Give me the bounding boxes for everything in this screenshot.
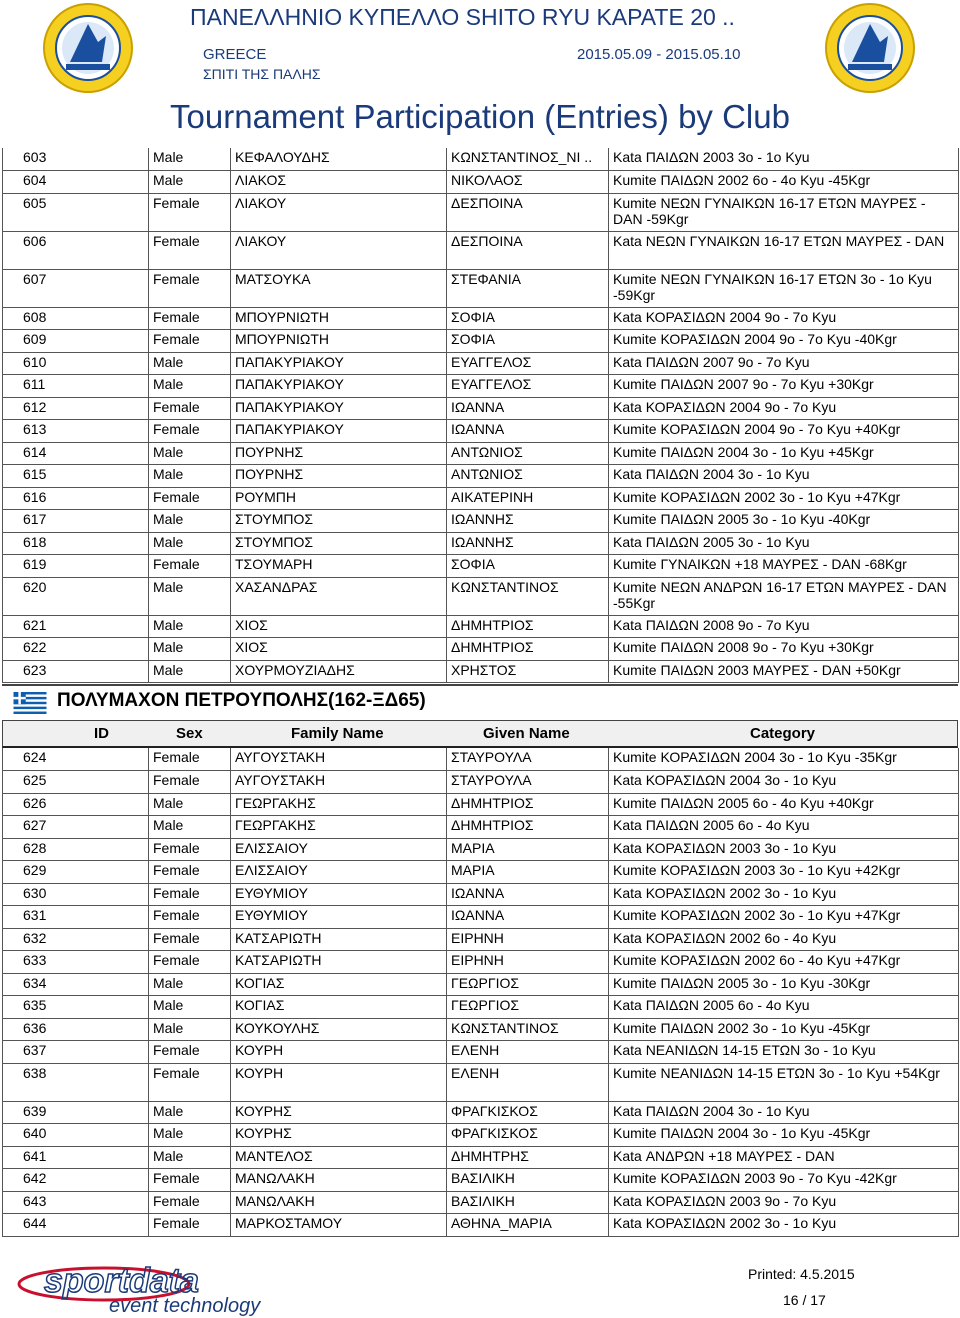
entry-family-name: ΚΟΥΡΗΣ [231, 1101, 447, 1124]
entry-given-name: ΔΗΜΗΤΡΗΣ [447, 1146, 609, 1169]
entry-given-name: ΦΡΑΓΚΙΣΚΟΣ [447, 1101, 609, 1124]
entry-family-name: ΕΛΙΣΣΑΙΟΥ [231, 838, 447, 861]
entry-family-name: ΑΥΓΟΥΣΤΑΚΗ [231, 771, 447, 794]
entry-category: Kumite ΚΟΡΑΣΙΔΩΝ 2002 3ο - 1ο Kyu +47Kgr [609, 487, 959, 510]
entry-given-name: ΚΩΝΣΤΑΝΤΙΝΟΣ [447, 577, 609, 615]
entry-category: Kata ΚΟΡΑΣΙΔΩΝ 2002 6ο - 4ο Kyu [609, 928, 959, 951]
entry-given-name: ΧΡΗΣΤΟΣ [447, 660, 609, 683]
entry-id: 630 [3, 883, 149, 906]
entry-sex: Female [149, 838, 231, 861]
entry-given-name: ΚΩΝΣΤΑΝΤΙΝΟΣ_ΝΙ .. [447, 148, 609, 171]
entry-sex: Female [149, 906, 231, 929]
entry-family-name: ΚΑΤΣΑΡΙΩΤΗ [231, 928, 447, 951]
entry-category: Kumite ΝΕΩΝ ΓΥΝΑΙΚΩΝ 16-17 ΕΤΩΝ ΜΑΥΡΕΣ - DAN -59Kgr [609, 193, 959, 231]
entry-sex: Female [149, 1041, 231, 1064]
entry-category: Kata ΚΟΡΑΣΙΔΩΝ 2004 3ο - 1ο Kyu [609, 771, 959, 794]
page-title: Tournament Participation (Entries) by Club [170, 98, 790, 135]
table-row [3, 269, 959, 307]
entry-id: 631 [3, 906, 149, 929]
entry-id: 637 [3, 1041, 149, 1064]
entry-id: 614 [3, 442, 149, 465]
entry-id: 628 [3, 838, 149, 861]
entry-sex: Male [149, 171, 231, 194]
entry-given-name: ΙΩΑΝΝΑ [447, 397, 609, 420]
entry-given-name: ΚΩΝΣΤΑΝΤΙΝΟΣ [447, 1018, 609, 1041]
entry-category: Kata ΚΟΡΑΣΙΔΩΝ 2003 9ο - 7ο Kyu [609, 1191, 959, 1214]
table-row [3, 465, 959, 488]
entry-id: 608 [3, 307, 149, 330]
table-row [3, 352, 959, 375]
entry-given-name: ΙΩΑΝΝΑ [447, 883, 609, 906]
entry-category: Kumite ΚΟΡΑΣΙΔΩΝ 2003 9ο - 7ο Kyu -42Kgr [609, 1169, 959, 1192]
entry-given-name: ΙΩΑΝΝΑ [447, 420, 609, 443]
entry-sex: Female [149, 883, 231, 906]
entry-given-name: ΕΙΡΗΝΗ [447, 951, 609, 974]
entry-family-name: ΜΠΟΥΡΝΙΩΤΗ [231, 330, 447, 353]
entry-sex: Female [149, 1191, 231, 1214]
entry-given-name: ΒΑΣΙΛΙΚΗ [447, 1191, 609, 1214]
entry-family-name: ΕΥΘΥΜΙΟΥ [231, 906, 447, 929]
entry-family-name: ΛΙΑΚΟΥ [231, 231, 447, 269]
entry-sex: Male [149, 1124, 231, 1147]
entry-id: 618 [3, 532, 149, 555]
entry-family-name: ΜΑΤΣΟΥΚΑ [231, 269, 447, 307]
entry-category: Kata ΚΟΡΑΣΙΔΩΝ 2002 3ο - 1ο Kyu [609, 1214, 959, 1237]
entry-sex: Male [149, 660, 231, 683]
entry-category: Kumite ΠΑΙΔΩΝ 2002 6ο - 4ο Kyu -45Kgr [609, 171, 959, 194]
entry-given-name: ΜΑΡΙΑ [447, 838, 609, 861]
entry-id: 613 [3, 420, 149, 443]
entry-family-name: ΠΑΠΑΚΥΡΙΑΚΟΥ [231, 420, 447, 443]
table-row [3, 1063, 959, 1101]
table-row [3, 487, 959, 510]
entry-given-name: ΑΘΗΝΑ_ΜΑΡΙΑ [447, 1214, 609, 1237]
table-row [3, 330, 959, 353]
entry-id: 607 [3, 269, 149, 307]
greek-flag-icon [10, 692, 50, 714]
entry-sex: Male [149, 1146, 231, 1169]
entry-given-name: ΕΙΡΗΝΗ [447, 928, 609, 951]
entry-category: Kata ΠΑΙΔΩΝ 2004 3ο - 1ο Kyu [609, 1101, 959, 1124]
entry-given-name: ΔΕΣΠΟΙΝΑ [447, 193, 609, 231]
entry-category: Kumite ΠΑΙΔΩΝ 2004 3ο - 1ο Kyu +45Kgr [609, 442, 959, 465]
entry-id: 629 [3, 861, 149, 884]
event-country: GREECE [203, 46, 267, 63]
entry-sex: Female [149, 771, 231, 794]
entry-category: Kumite ΠΑΙΔΩΝ 2007 9ο - 7ο Kyu +30Kgr [609, 375, 959, 398]
entry-sex: Male [149, 577, 231, 615]
sportdata-logo [14, 1262, 344, 1318]
entry-family-name: ΛΙΑΚΟΣ [231, 171, 447, 194]
entry-given-name: ΣΟΦΙΑ [447, 330, 609, 353]
entry-family-name: ΛΙΑΚΟΥ [231, 193, 447, 231]
entry-category: Kumite ΠΑΙΔΩΝ 2005 3ο - 1ο Kyu -30Kgr [609, 973, 959, 996]
entry-given-name: ΔΗΜΗΤΡΙΟΣ [447, 793, 609, 816]
entry-family-name: ΚΟΥΡΗΣ [231, 1124, 447, 1147]
entry-category: Kumite ΠΑΙΔΩΝ 2004 3ο - 1ο Kyu -45Kgr [609, 1124, 959, 1147]
entry-id: 627 [3, 816, 149, 839]
col-sex-header: Sex [176, 725, 203, 742]
table-row [3, 861, 959, 884]
entry-family-name: ΠΑΠΑΚΥΡΙΑΚΟΥ [231, 375, 447, 398]
entry-id: 638 [3, 1063, 149, 1101]
entry-id: 636 [3, 1018, 149, 1041]
entry-family-name: ΧΟΥΡΜΟΥΖΙΑΔΗΣ [231, 660, 447, 683]
entry-family-name: ΠΟΥΡΝΗΣ [231, 442, 447, 465]
club-header [2, 684, 958, 720]
entry-sex: Male [149, 532, 231, 555]
entry-id: 611 [3, 375, 149, 398]
table-row [3, 1041, 959, 1064]
table-row [3, 771, 959, 794]
entry-sex: Female [149, 861, 231, 884]
entry-given-name: ΕΥΑΓΓΕΛΟΣ [447, 375, 609, 398]
entry-sex: Female [149, 555, 231, 578]
entry-sex: Female [149, 231, 231, 269]
entry-family-name: ΕΥΘΥΜΙΟΥ [231, 883, 447, 906]
entry-id: 622 [3, 638, 149, 661]
table-row [3, 638, 959, 661]
table-row [3, 420, 959, 443]
entry-id: 639 [3, 1101, 149, 1124]
entry-id: 633 [3, 951, 149, 974]
entry-given-name: ΔΕΣΠΟΙΝΑ [447, 231, 609, 269]
event-venue: ΣΠΙΤΙ ΤΗΣ ΠΑΛΗΣ [203, 66, 321, 82]
entry-given-name: ΑΝΤΩΝΙΟΣ [447, 465, 609, 488]
table-row [3, 906, 959, 929]
table-row [3, 793, 959, 816]
entry-sex: Female [149, 951, 231, 974]
entry-sex: Male [149, 996, 231, 1019]
entry-sex: Female [149, 487, 231, 510]
entry-id: 603 [3, 148, 149, 171]
event-title: ΠΑΝΕΛΛΗΝΙΟ ΚΥΠΕΛΛΟ SHITO RYU ΚΑΡΑΤΕ 20 .. [190, 4, 735, 30]
federation-logo-right [822, 2, 918, 94]
entry-id: 635 [3, 996, 149, 1019]
entry-sex: Female [149, 928, 231, 951]
table-row [3, 375, 959, 398]
entry-given-name: ΔΗΜΗΤΡΙΟΣ [447, 615, 609, 638]
entry-id: 640 [3, 1124, 149, 1147]
sportdata-logo-text: sportdata [44, 1262, 199, 1300]
entry-category: Kata ΝΕΑΝΙΔΩΝ 14-15 ΕΤΩΝ 3ο - 1ο Kyu [609, 1041, 959, 1064]
entry-sex: Male [149, 638, 231, 661]
entry-family-name: ΜΑΡΚΟΣΤΑΜΟΥ [231, 1214, 447, 1237]
entry-category: Kumite ΚΟΡΑΣΙΔΩΝ 2002 6ο - 4ο Kyu +47Kgr [609, 951, 959, 974]
entry-family-name: ΧΙΟΣ [231, 638, 447, 661]
entry-family-name: ΚΟΓΙΑΣ [231, 996, 447, 1019]
entry-family-name: ΠΑΠΑΚΥΡΙΑΚΟΥ [231, 397, 447, 420]
club-name: ΠΟΛΥΜΑΧΟΝ ΠΕΤΡΟΥΠΟΛΗΣ(162-ΞΔ65) [57, 690, 426, 711]
entry-given-name: ΙΩΑΝΝΑ [447, 906, 609, 929]
entry-sex: Female [149, 420, 231, 443]
entry-id: 625 [3, 771, 149, 794]
entry-id: 604 [3, 171, 149, 194]
entry-category: Kumite ΠΑΙΔΩΝ 2008 9ο - 7ο Kyu +30Kgr [609, 638, 959, 661]
entry-given-name: ΔΗΜΗΤΡΙΟΣ [447, 816, 609, 839]
entry-category: Kumite ΚΟΡΑΣΙΔΩΝ 2003 3ο - 1ο Kyu +42Kgr [609, 861, 959, 884]
table-row [3, 1169, 959, 1192]
entry-sex: Male [149, 615, 231, 638]
col-category-header: Category [750, 725, 816, 742]
entry-id: 634 [3, 973, 149, 996]
entry-category: Kumite ΠΑΙΔΩΝ 2003 ΜΑΥΡΕΣ - DAN +50Kgr [609, 660, 959, 683]
entry-given-name: ΑΙΚΑΤΕΡΙΝΗ [447, 487, 609, 510]
event-dates: 2015.05.09 - 2015.05.10 [577, 46, 741, 63]
table-row [3, 397, 959, 420]
entry-family-name: ΚΟΥΚΟΥΛΗΣ [231, 1018, 447, 1041]
entry-category: Kumite ΠΑΙΔΩΝ 2005 3ο - 1ο Kyu -40Kgr [609, 510, 959, 533]
entry-category: Kata ΠΑΙΔΩΝ 2007 9ο - 7ο Kyu [609, 352, 959, 375]
entry-sex: Female [149, 269, 231, 307]
entry-sex: Male [149, 1018, 231, 1041]
table-row [3, 748, 959, 771]
table-row [3, 973, 959, 996]
table-row [3, 996, 959, 1019]
entry-category: Kata ΠΑΙΔΩΝ 2005 6ο - 4ο Kyu [609, 816, 959, 839]
entry-category: Kata ΑΝΔΡΩΝ +18 ΜΑΥΡΕΣ - DAN [609, 1146, 959, 1169]
table-row [3, 928, 959, 951]
col-family-header: Family Name [291, 725, 384, 742]
entry-category: Kata ΚΟΡΑΣΙΔΩΝ 2004 9ο - 7ο Kyu [609, 397, 959, 420]
table-row [3, 231, 959, 269]
entry-category: Kumite ΠΑΙΔΩΝ 2005 6ο - 4ο Kyu +40Kgr [609, 793, 959, 816]
entry-given-name: ΔΗΜΗΤΡΙΟΣ [447, 638, 609, 661]
table-row [3, 193, 959, 231]
table-row [3, 615, 959, 638]
table-row [3, 442, 959, 465]
entry-category: Kata ΠΑΙΔΩΝ 2005 6ο - 4ο Kyu [609, 996, 959, 1019]
table-row [3, 555, 959, 578]
table-row [3, 660, 959, 683]
entry-family-name: ΜΠΟΥΡΝΙΩΤΗ [231, 307, 447, 330]
entry-family-name: ΓΕΩΡΓΑΚΗΣ [231, 793, 447, 816]
entry-given-name: ΕΥΑΓΓΕΛΟΣ [447, 352, 609, 375]
entry-id: 621 [3, 615, 149, 638]
entry-sex: Female [149, 193, 231, 231]
column-headers [2, 720, 958, 748]
table-row [3, 510, 959, 533]
entry-category: Kumite ΚΟΡΑΣΙΔΩΝ 2004 9ο - 7ο Kyu -40Kgr [609, 330, 959, 353]
entry-category: Kata ΠΑΙΔΩΝ 2008 9ο - 7ο Kyu [609, 615, 959, 638]
entry-id: 606 [3, 231, 149, 269]
entry-family-name: ΣΤΟΥΜΠΟΣ [231, 510, 447, 533]
entry-id: 643 [3, 1191, 149, 1214]
entry-sex: Female [149, 1214, 231, 1237]
entry-category: Kumite ΚΟΡΑΣΙΔΩΝ 2004 3ο - 1ο Kyu -35Kgr [609, 748, 959, 771]
entry-family-name: ΡΟΥΜΠΗ [231, 487, 447, 510]
entry-given-name: ΣΟΦΙΑ [447, 555, 609, 578]
entry-category: Kata ΠΑΙΔΩΝ 2004 3ο - 1ο Kyu [609, 465, 959, 488]
entry-given-name: ΒΑΣΙΛΙΚΗ [447, 1169, 609, 1192]
entry-id: 641 [3, 1146, 149, 1169]
entry-family-name: ΑΥΓΟΥΣΤΑΚΗ [231, 748, 447, 771]
entry-given-name: ΕΛΕΝΗ [447, 1063, 609, 1101]
entry-family-name: ΤΣΟΥΜΑΡΗ [231, 555, 447, 578]
entry-id: 616 [3, 487, 149, 510]
entry-id: 612 [3, 397, 149, 420]
entry-category: Kata ΠΑΙΔΩΝ 2003 3ο - 1ο Kyu [609, 148, 959, 171]
entry-sex: Male [149, 510, 231, 533]
entry-family-name: ΚΕΦΑΛΟΥΔΗΣ [231, 148, 447, 171]
entry-category: Kumite ΚΟΡΑΣΙΔΩΝ 2002 3ο - 1ο Kyu +47Kgr [609, 906, 959, 929]
entry-id: 615 [3, 465, 149, 488]
entry-given-name: ΣΤΑΥΡΟΥΛΑ [447, 748, 609, 771]
entry-sex: Male [149, 973, 231, 996]
col-given-header: Given Name [483, 725, 570, 742]
entry-category: Kumite ΝΕΑΝΙΔΩΝ 14-15 ΕΤΩΝ 3ο - 1ο Kyu +54Kgr [609, 1063, 959, 1101]
table-row [3, 838, 959, 861]
table-row [3, 1214, 959, 1237]
entry-category: Kata ΚΟΡΑΣΙΔΩΝ 2002 3ο - 1ο Kyu [609, 883, 959, 906]
entry-sex: Female [149, 397, 231, 420]
entry-family-name: ΚΟΓΙΑΣ [231, 973, 447, 996]
entry-category: Kumite ΚΟΡΑΣΙΔΩΝ 2004 9ο - 7ο Kyu +40Kgr [609, 420, 959, 443]
entry-family-name: ΜΑΝΩΛΑΚΗ [231, 1191, 447, 1214]
entry-id: 620 [3, 577, 149, 615]
entry-sex: Female [149, 748, 231, 771]
entry-category: Kumite ΝΕΩΝ ΓΥΝΑΙΚΩΝ 16-17 ΕΤΩΝ 3ο - 1ο Kyu -59Kgr [609, 269, 959, 307]
table-row [3, 577, 959, 615]
entry-given-name: ΝΙΚΟΛΑΟΣ [447, 171, 609, 194]
entry-sex: Female [149, 330, 231, 353]
entry-family-name: ΕΛΙΣΣΑΙΟΥ [231, 861, 447, 884]
entry-family-name: ΧΙΟΣ [231, 615, 447, 638]
table-row [3, 951, 959, 974]
entry-sex: Female [149, 1063, 231, 1101]
table-row [3, 1018, 959, 1041]
entry-category: Kata ΚΟΡΑΣΙΔΩΝ 2004 9ο - 7ο Kyu [609, 307, 959, 330]
table-row [3, 307, 959, 330]
table-row [3, 1146, 959, 1169]
entry-id: 632 [3, 928, 149, 951]
entry-id: 605 [3, 193, 149, 231]
entries-table-top [2, 148, 959, 683]
page-number: 16 / 17 [783, 1292, 826, 1308]
entry-given-name: ΓΕΩΡΓΙΟΣ [447, 973, 609, 996]
entry-given-name: ΓΕΩΡΓΙΟΣ [447, 996, 609, 1019]
entry-family-name: ΜΑΝΩΛΑΚΗ [231, 1169, 447, 1192]
entry-category: Kata ΚΟΡΑΣΙΔΩΝ 2003 3ο - 1ο Kyu [609, 838, 959, 861]
entry-family-name: ΓΕΩΡΓΑΚΗΣ [231, 816, 447, 839]
entry-given-name: ΜΑΡΙΑ [447, 861, 609, 884]
entry-given-name: ΣΟΦΙΑ [447, 307, 609, 330]
entry-family-name: ΣΤΟΥΜΠΟΣ [231, 532, 447, 555]
entry-given-name: ΣΤΕΦΑΝΙΑ [447, 269, 609, 307]
entry-sex: Male [149, 816, 231, 839]
entry-given-name: ΕΛΕΝΗ [447, 1041, 609, 1064]
entry-category: Kata ΝΕΩΝ ΓΥΝΑΙΚΩΝ 16-17 ΕΤΩΝ ΜΑΥΡΕΣ - DAN [609, 231, 959, 269]
entry-family-name: ΧΑΣΑΝΔΡΑΣ [231, 577, 447, 615]
entry-id: 644 [3, 1214, 149, 1237]
entry-family-name: ΠΑΠΑΚΥΡΙΑΚΟΥ [231, 352, 447, 375]
table-row [3, 148, 959, 171]
entry-sex: Male [149, 465, 231, 488]
entry-id: 609 [3, 330, 149, 353]
entries-table-club [2, 748, 959, 1237]
federation-logo-left [40, 2, 136, 94]
entry-given-name: ΣΤΑΥΡΟΥΛΑ [447, 771, 609, 794]
entry-given-name: ΙΩΑΝΝΗΣ [447, 532, 609, 555]
entry-family-name: ΚΟΥΡΗ [231, 1063, 447, 1101]
entry-id: 617 [3, 510, 149, 533]
sportdata-logo-subtext: event technology [109, 1295, 261, 1317]
entry-family-name: ΚΑΤΣΑΡΙΩΤΗ [231, 951, 447, 974]
entry-id: 624 [3, 748, 149, 771]
entry-sex: Male [149, 352, 231, 375]
entry-sex: Male [149, 375, 231, 398]
entry-sex: Male [149, 1101, 231, 1124]
entry-sex: Female [149, 1169, 231, 1192]
entry-id: 626 [3, 793, 149, 816]
printed-date: Printed: 4.5.2015 [748, 1266, 855, 1282]
table-row [3, 1191, 959, 1214]
table-row [3, 883, 959, 906]
table-row [3, 1124, 959, 1147]
entry-sex: Female [149, 307, 231, 330]
entry-sex: Male [149, 442, 231, 465]
table-row [3, 816, 959, 839]
table-row [3, 532, 959, 555]
entry-id: 642 [3, 1169, 149, 1192]
table-row [3, 1101, 959, 1124]
entry-given-name: ΙΩΑΝΝΗΣ [447, 510, 609, 533]
entry-id: 619 [3, 555, 149, 578]
entry-family-name: ΜΑΝΤΕΛΟΣ [231, 1146, 447, 1169]
table-row [3, 171, 959, 194]
entry-given-name: ΑΝΤΩΝΙΟΣ [447, 442, 609, 465]
entry-category: Kumite ΓΥΝΑΙΚΩΝ +18 ΜΑΥΡΕΣ - DAN -68Kgr [609, 555, 959, 578]
entry-sex: Male [149, 793, 231, 816]
entry-category: Kata ΠΑΙΔΩΝ 2005 3ο - 1ο Kyu [609, 532, 959, 555]
entry-family-name: ΠΟΥΡΝΗΣ [231, 465, 447, 488]
entry-family-name: ΚΟΥΡΗ [231, 1041, 447, 1064]
entry-category: Kumite ΝΕΩΝ ΑΝΔΡΩΝ 16-17 ΕΤΩΝ ΜΑΥΡΕΣ - DAN -55Kgr [609, 577, 959, 615]
entry-category: Kumite ΠΑΙΔΩΝ 2002 3ο - 1ο Kyu -45Kgr [609, 1018, 959, 1041]
entry-id: 610 [3, 352, 149, 375]
entry-sex: Male [149, 148, 231, 171]
entry-id: 623 [3, 660, 149, 683]
entry-given-name: ΦΡΑΓΚΙΣΚΟΣ [447, 1124, 609, 1147]
col-id-header: ID [94, 725, 109, 742]
